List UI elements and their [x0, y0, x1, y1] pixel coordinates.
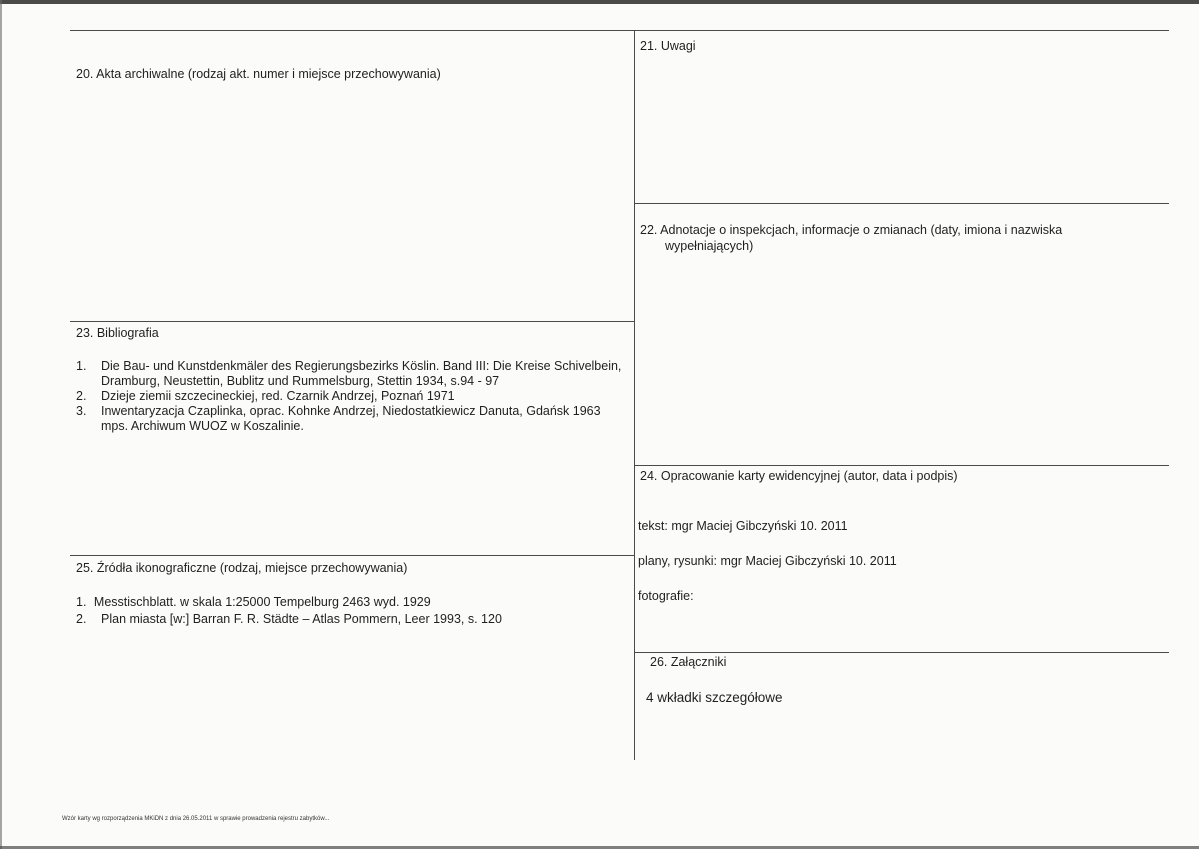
- footer-note: Wzór karty wg rozporządzenia MKiDN z dnia 26.05.2011 w sprawie prowadzenia rejestru zabytków...: [62, 816, 330, 822]
- rule-20-23: [70, 321, 634, 322]
- top-rule: [70, 30, 1169, 31]
- section-22-title-line1: 22. Adnotacje o inspekcjach, informacje o zmianach (daty, imiona i nazwiska: [640, 223, 1063, 237]
- list-item-line: Dzieje ziemii szczecineckiej, red. Czarnik Andrzej, Poznań 1971: [101, 389, 455, 403]
- author-text: tekst: mgr Maciej Gibczyński 10. 2011: [638, 519, 848, 533]
- scan-edge-top: [0, 0, 1199, 4]
- list-item-number: 2.: [76, 389, 87, 403]
- iconography-item-1: [76, 595, 431, 610]
- list-item: [76, 359, 621, 389]
- column-divider: [634, 30, 635, 760]
- section-25-title: 25. Źródła ikonograficzne (rodzaj, miejsce przechowywania): [76, 561, 408, 575]
- bibliography-list: [76, 359, 621, 434]
- list-item-number: 3.: [76, 404, 87, 418]
- section-20-title: 20. Akta archiwalne (rodzaj akt. numer i miejsce przechowywania): [76, 67, 441, 81]
- author-photos: fotografie:: [638, 589, 694, 603]
- iconography-list: [76, 612, 502, 627]
- list-item-number: 1.: [76, 359, 87, 373]
- list-item-text: Messtischblatt. w skala 1:25000 Tempelburg 2463 wyd. 1929: [93, 595, 431, 609]
- section-22-title-line2: wypełniających): [665, 239, 754, 253]
- rule-23-25: [70, 555, 634, 556]
- list-item-line: mps. Archiwum WUOZ w Koszalinie.: [101, 419, 304, 433]
- scan-edge-left: [0, 0, 2, 849]
- section-21-title: 21. Uwagi: [640, 39, 696, 53]
- rule-22-24: [634, 465, 1169, 466]
- list-item: [76, 612, 502, 627]
- list-item-number: 2.: [76, 612, 87, 626]
- section-24-title: 24. Opracowanie karty ewidencyjnej (autor, data i podpis): [640, 469, 958, 483]
- rule-21-22: [634, 203, 1169, 204]
- list-item: [76, 389, 621, 404]
- list-item: [76, 404, 621, 434]
- author-plans: plany, rysunki: mgr Maciej Gibczyński 10. 2011: [638, 554, 897, 568]
- list-item-line: Die Bau- und Kunstdenkmäler des Regierungsbezirks Köslin. Band III: Die Kreise Schivelbein,: [101, 359, 622, 373]
- attachments-value: 4 wkładki szczegółowe: [646, 690, 783, 705]
- rule-24-26: [634, 652, 1169, 653]
- list-item-text: Plan miasta [w:] Barran F. R. Städte – Atlas Pommern, Leer 1993, s. 120: [101, 612, 502, 626]
- list-item-line: Dramburg, Neustettin, Bublitz und Rummelsburg, Stettin 1934, s.94 - 97: [101, 374, 500, 388]
- section-23-title: 23. Bibliografia: [76, 326, 159, 340]
- list-item-number: 1.: [76, 595, 87, 609]
- list-item-line: Inwentaryzacja Czaplinka, oprac. Kohnke Andrzej, Niedostatkiewicz Danuta, Gdańsk 1963: [101, 404, 601, 418]
- section-26-title: 26. Załączniki: [650, 655, 727, 669]
